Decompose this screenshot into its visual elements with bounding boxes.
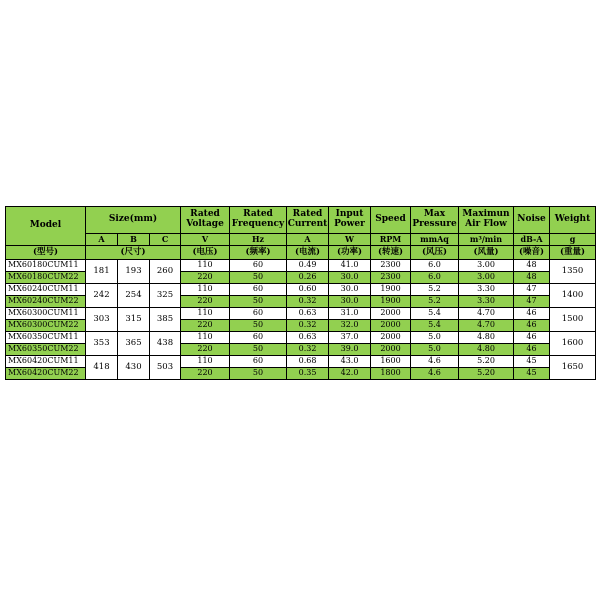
airflow-cell: 3.00	[459, 272, 514, 284]
unit-current: A	[287, 234, 329, 246]
power-cell: 42.0	[329, 368, 371, 380]
current-cell: 0.63	[287, 308, 329, 320]
power-cell: 30.0	[329, 272, 371, 284]
voltage-cell: 110	[181, 308, 230, 320]
model-cell: MX60420CUM11	[6, 356, 86, 368]
frequency-cell: 50	[230, 320, 287, 332]
frequency-cell: 60	[230, 332, 287, 344]
spec-table-body	[6, 260, 596, 380]
header-rated-voltage: Rated Voltage	[181, 207, 230, 234]
size-c-cell: 260	[150, 260, 181, 284]
cn-weight: (重量)	[550, 246, 596, 260]
current-cell: 0.26	[287, 272, 329, 284]
unit-pressure: mmAq	[411, 234, 459, 246]
header-size-b: B	[118, 234, 150, 246]
weight-cell: 1350	[550, 260, 596, 284]
header-max-pressure: Max Pressure	[411, 207, 459, 234]
pressure-cell: 6.0	[411, 260, 459, 272]
power-cell: 32.0	[329, 320, 371, 332]
cn-pressure: (风压)	[411, 246, 459, 260]
power-cell: 41.0	[329, 260, 371, 272]
noise-cell: 45	[514, 356, 550, 368]
speed-cell: 2000	[371, 332, 411, 344]
voltage-cell: 110	[181, 356, 230, 368]
frequency-cell: 50	[230, 272, 287, 284]
noise-cell: 46	[514, 332, 550, 344]
model-cell: MX60350CUM22	[6, 344, 86, 356]
model-cell: MX60350CUM11	[6, 332, 86, 344]
weight-cell: 1500	[550, 308, 596, 332]
voltage-cell: 220	[181, 296, 230, 308]
table-row	[6, 332, 596, 344]
model-cell: MX60300CUM22	[6, 320, 86, 332]
pressure-cell: 5.4	[411, 308, 459, 320]
size-a-cell: 353	[86, 332, 118, 356]
weight-cell: 1400	[550, 284, 596, 308]
voltage-cell: 110	[181, 332, 230, 344]
airflow-cell: 4.80	[459, 332, 514, 344]
noise-cell: 46	[514, 344, 550, 356]
header-rated-frequency: Rated Frequency	[230, 207, 287, 234]
frequency-cell: 50	[230, 296, 287, 308]
power-cell: 31.0	[329, 308, 371, 320]
noise-cell: 46	[514, 320, 550, 332]
pressure-cell: 5.0	[411, 344, 459, 356]
speed-cell: 1900	[371, 296, 411, 308]
size-a-cell: 242	[86, 284, 118, 308]
cn-airflow: (风量)	[459, 246, 514, 260]
frequency-cell: 50	[230, 368, 287, 380]
airflow-cell: 3.30	[459, 284, 514, 296]
speed-cell: 1800	[371, 368, 411, 380]
size-c-cell: 503	[150, 356, 181, 380]
airflow-cell: 5.20	[459, 368, 514, 380]
size-a-cell: 418	[86, 356, 118, 380]
speed-cell: 1600	[371, 356, 411, 368]
size-c-cell: 325	[150, 284, 181, 308]
frequency-cell: 60	[230, 356, 287, 368]
cn-size: (尺寸)	[86, 246, 181, 260]
current-cell: 0.49	[287, 260, 329, 272]
size-c-cell: 385	[150, 308, 181, 332]
size-b-cell: 430	[118, 356, 150, 380]
model-cell: MX60420CUM22	[6, 368, 86, 380]
speed-cell: 2000	[371, 320, 411, 332]
header-size-c: C	[150, 234, 181, 246]
unit-noise: dB-A	[514, 234, 550, 246]
table-row	[6, 284, 596, 296]
header-size: Size(mm)	[86, 207, 181, 234]
frequency-cell: 60	[230, 308, 287, 320]
header-rated-current: Rated Current	[287, 207, 329, 234]
unit-airflow: m³/min	[459, 234, 514, 246]
noise-cell: 47	[514, 296, 550, 308]
header-weight: Weight	[550, 207, 596, 234]
frequency-cell: 60	[230, 284, 287, 296]
size-b-cell: 365	[118, 332, 150, 356]
airflow-cell: 5.20	[459, 356, 514, 368]
size-b-cell: 315	[118, 308, 150, 332]
header-row-titles	[6, 207, 596, 234]
spec-table	[5, 206, 596, 380]
cn-noise: (噪音)	[514, 246, 550, 260]
voltage-cell: 220	[181, 344, 230, 356]
unit-power: W	[329, 234, 371, 246]
power-cell: 43.0	[329, 356, 371, 368]
airflow-cell: 3.00	[459, 260, 514, 272]
size-c-cell: 438	[150, 332, 181, 356]
unit-frequency: Hz	[230, 234, 287, 246]
cn-model: (型号)	[6, 246, 86, 260]
voltage-cell: 110	[181, 260, 230, 272]
size-a-cell: 181	[86, 260, 118, 284]
unit-speed: RPM	[371, 234, 411, 246]
speed-cell: 2300	[371, 272, 411, 284]
current-cell: 0.63	[287, 332, 329, 344]
airflow-cell: 3.30	[459, 296, 514, 308]
pressure-cell: 5.2	[411, 284, 459, 296]
header-max-air-flow: Maximun Air Flow	[459, 207, 514, 234]
cn-voltage: (电压)	[181, 246, 230, 260]
model-cell: MX60180CUM22	[6, 272, 86, 284]
pressure-cell: 4.6	[411, 356, 459, 368]
cn-speed: (转速)	[371, 246, 411, 260]
power-cell: 30.0	[329, 284, 371, 296]
airflow-cell: 4.70	[459, 308, 514, 320]
model-cell: MX60240CUM11	[6, 284, 86, 296]
header-row-chinese	[6, 246, 596, 260]
cn-power: (功率)	[329, 246, 371, 260]
model-cell: MX60240CUM22	[6, 296, 86, 308]
speed-cell: 2300	[371, 260, 411, 272]
speed-cell: 2000	[371, 308, 411, 320]
pressure-cell: 5.2	[411, 296, 459, 308]
unit-voltage: V	[181, 234, 230, 246]
current-cell: 0.60	[287, 284, 329, 296]
current-cell: 0.35	[287, 368, 329, 380]
airflow-cell: 4.70	[459, 320, 514, 332]
header-model: Model	[6, 207, 86, 246]
size-a-cell: 303	[86, 308, 118, 332]
model-cell: MX60300CUM11	[6, 308, 86, 320]
header-speed: Speed	[371, 207, 411, 234]
unit-weight: g	[550, 234, 596, 246]
table-row	[6, 260, 596, 272]
voltage-cell: 220	[181, 320, 230, 332]
cn-frequency: (频率)	[230, 246, 287, 260]
frequency-cell: 60	[230, 260, 287, 272]
noise-cell: 47	[514, 284, 550, 296]
current-cell: 0.32	[287, 296, 329, 308]
current-cell: 0.68	[287, 356, 329, 368]
weight-cell: 1650	[550, 356, 596, 380]
power-cell: 39.0	[329, 344, 371, 356]
airflow-cell: 4.80	[459, 344, 514, 356]
size-b-cell: 193	[118, 260, 150, 284]
header-input-power: Input Power	[329, 207, 371, 234]
table-row	[6, 308, 596, 320]
noise-cell: 48	[514, 272, 550, 284]
power-cell: 37.0	[329, 332, 371, 344]
frequency-cell: 50	[230, 344, 287, 356]
header-row-units	[6, 234, 596, 246]
header-size-a: A	[86, 234, 118, 246]
current-cell: 0.32	[287, 344, 329, 356]
current-cell: 0.32	[287, 320, 329, 332]
weight-cell: 1600	[550, 332, 596, 356]
speed-cell: 2000	[371, 344, 411, 356]
pressure-cell: 5.4	[411, 320, 459, 332]
pressure-cell: 4.6	[411, 368, 459, 380]
size-b-cell: 254	[118, 284, 150, 308]
table-row	[6, 356, 596, 368]
power-cell: 30.0	[329, 296, 371, 308]
voltage-cell: 220	[181, 368, 230, 380]
noise-cell: 46	[514, 308, 550, 320]
pressure-cell: 5.0	[411, 332, 459, 344]
speed-cell: 1900	[371, 284, 411, 296]
voltage-cell: 110	[181, 284, 230, 296]
noise-cell: 48	[514, 260, 550, 272]
header-noise: Noise	[514, 207, 550, 234]
pressure-cell: 6.0	[411, 272, 459, 284]
noise-cell: 45	[514, 368, 550, 380]
model-cell: MX60180CUM11	[6, 260, 86, 272]
cn-current: (电流)	[287, 246, 329, 260]
voltage-cell: 220	[181, 272, 230, 284]
